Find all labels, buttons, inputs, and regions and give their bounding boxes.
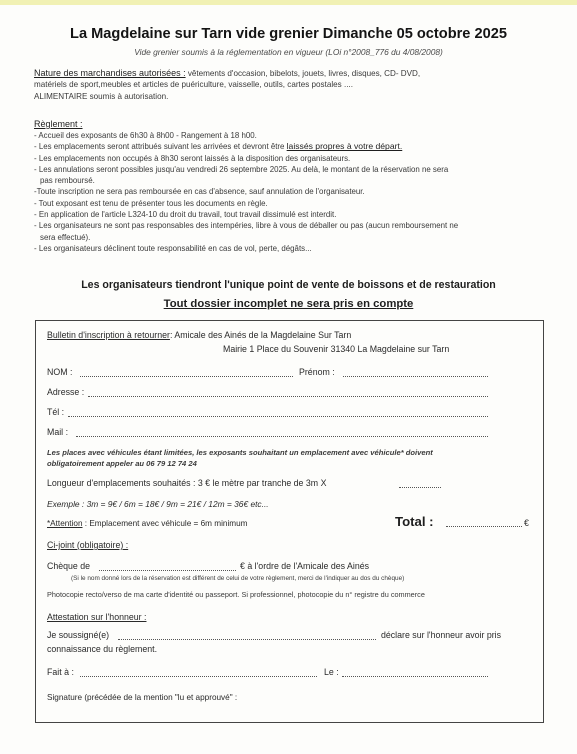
fait-label: Fait à :: [47, 667, 74, 677]
connaissance-text: connaissance du règlement.: [47, 644, 158, 654]
total-label: Total :: [395, 514, 434, 529]
vehicle-note-1: Les places avec véhicules étant limitées, les exposants souhaitant un emplacement avec véhicule* doivent: [47, 448, 433, 457]
mail-field[interactable]: [76, 436, 488, 437]
rule-item: - Les emplacements seront attribués suivant les arrivées et devront être laissés propres à votre départ.: [34, 141, 403, 152]
cheque-amount-field[interactable]: [99, 570, 236, 571]
reglement-list: [34, 130, 544, 254]
bulletin-line-1: [47, 330, 351, 340]
nature-line-1: [34, 68, 554, 80]
bulletin-address-1: : Amicale des Ainés de la Magdelaine Sur Tarn: [169, 330, 352, 340]
refreshments-banner: Les organisateurs tiendront l'unique point de vente de boissons et de restauration: [81, 279, 496, 291]
soussigne-field[interactable]: [118, 639, 376, 640]
prenom-label: Prénom :: [299, 367, 335, 377]
nom-field[interactable]: [80, 376, 293, 377]
photocopie-note: Photocopie recto/verso de ma carte d'identité ou passeport. Si professionnel, photocopie du n° registre du commerce: [47, 590, 425, 599]
cheque-note: (Si le nom donné lors de la réservation est différent de celui de votre règlement, merci de l'indiquer au dos du chèque): [71, 575, 405, 582]
vehicle-note-2: obligatoirement appeler au 06 79 12 74 24: [47, 459, 197, 468]
rule-item: -Toute inscription ne sera pas remboursée en cas d'absence, sauf annulation de l'organisateur.: [34, 187, 365, 197]
nom-label: NOM :: [47, 367, 73, 377]
declare-text: déclare sur l'honneur avoir pris: [381, 630, 502, 640]
adresse-field[interactable]: [88, 396, 488, 397]
rule-item: sera effectué).: [40, 232, 91, 242]
rule-item: - Les annulations seront possibles jusqu'au vendredi 26 septembre 2025. Au delà, le montant de la réservation ne sera: [34, 164, 449, 174]
date-label: Le :: [324, 667, 339, 677]
tel-field[interactable]: [68, 416, 488, 417]
rule-item: - Accueil des exposants de 6h30 à 8h00 - Rangement à 18 h00.: [34, 131, 257, 140]
adresse-label: Adresse :: [47, 387, 85, 397]
date-field[interactable]: [342, 676, 488, 677]
rule-item: - En application de l'article L324-10 du droit du travail, tout travail dissimulé est interdit.: [34, 210, 337, 220]
rule-item: - Tout exposant est tenu de présenter tous les documents en règle.: [34, 198, 268, 208]
top-color-stripe: [0, 0, 577, 5]
mail-label: Mail :: [47, 427, 69, 437]
bulletin-address-2: Mairie 1 Place du Souvenir 31340 La Magdelaine sur Tarn: [223, 344, 450, 354]
page-subtitle: Vide grenier soumis à la réglementation en vigueur (LOi n°2008_776 du 4/08/2008): [134, 47, 443, 57]
rule-item: pas remboursé.: [40, 176, 95, 186]
bulletin-label: Bulletin d'inscription à retourner: [47, 330, 170, 340]
rule-item: - Les emplacements non occupés à 8h30 seront laissés à la disposition des organisateurs.: [34, 153, 351, 163]
tel-label: Tél :: [47, 407, 65, 417]
nature-line-3: ALIMENTAIRE soumis à autorisation.: [34, 92, 169, 101]
total-currency: €: [524, 518, 529, 528]
reglement-heading: Règlement :: [34, 119, 83, 129]
attention-text: : Emplacement avec véhicule = 6m minimum: [82, 519, 248, 528]
attention-line: [47, 519, 247, 528]
nature-line-2: matériels de sport,meubles et articles de puériculture, vaisselle, outils, cartes postales ....: [34, 80, 353, 89]
signature-label: Signature (précédée de la mention "lu et approuvé" :: [47, 693, 238, 702]
attention-label: *Attention: [47, 519, 83, 528]
total-field[interactable]: [446, 526, 522, 527]
rule-underlined-text: laissés propres à votre départ.: [286, 141, 403, 152]
cheque-payee: € à l'ordre de l'Amicale des Ainés: [240, 561, 370, 571]
page-title: La Magdelaine sur Tarn vide grenier Dimanche 05 octobre 2025: [70, 26, 507, 42]
rule-item: - Les organisateurs déclinent toute responsabilité en cas de vol, perte, dégâts...: [34, 243, 312, 253]
incomplete-file-warning: Tout dossier incomplet ne sera pris en compte: [163, 298, 414, 310]
nature-heading: Nature des marchandises autorisées :: [34, 68, 186, 78]
price-example: Exemple : 3m = 9€ / 6m = 18€ / 9m = 21€ / 12m = 36€ etc...: [47, 499, 269, 509]
nature-text-1: vêtements d'occasion, bibelots, jouets, livres, disques, CD- DVD,: [185, 69, 421, 78]
prenom-field[interactable]: [343, 376, 488, 377]
longueur-field[interactable]: [399, 487, 441, 488]
cheque-label: Chèque de: [47, 561, 91, 571]
longueur-label: Longueur d'emplacements souhaités : 3 € le mètre par tranche de 3m X: [47, 478, 327, 488]
fait-field[interactable]: [80, 676, 317, 677]
attestation-heading: Attestation sur l'honneur :: [47, 612, 147, 622]
ci-joint-heading: Ci-joint (obligatoire) :: [47, 540, 129, 550]
rule-item: - Les organisateurs ne sont pas responsables des intempéries, libre à vous de déballer ou pas (aucun remboursement ne: [34, 221, 459, 231]
soussigne-label: Je soussigné(e): [47, 630, 110, 640]
